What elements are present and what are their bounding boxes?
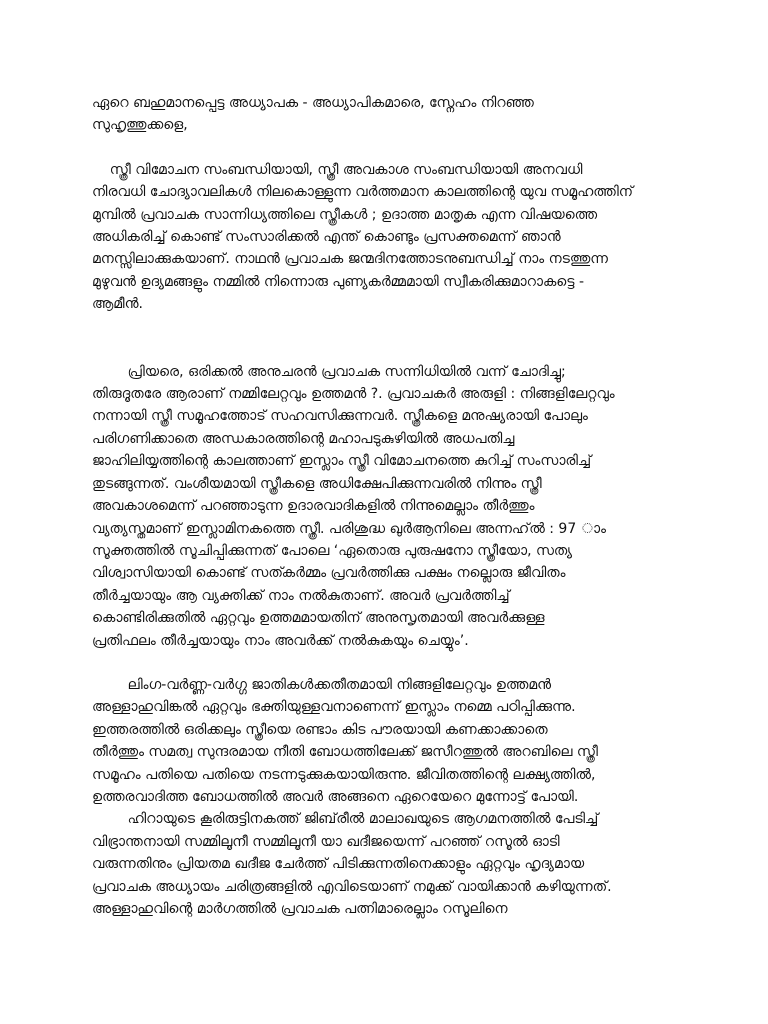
text-line: അള്ളാഹുവിങ്കൽ ഏറ്റവും ഭക്തിയുള്ളവനാണെന്ന് ഇസ്ലാം നമ്മെ പഠിപ്പിക്കുന്നു. [92, 699, 576, 716]
paragraph-introduction [92, 159, 706, 316]
text-line: പ്രിയരെ, ഒരിക്കൽ അനുചരൻ പ്രവാചക സന്നിധിയിൽ വന്ന് ചോദിച്ചു; [92, 363, 566, 380]
text-line: പ്രതിഫലം തീർച്ചയായും നാം അവർക്ക് നൽകുകയും ചെയ്യും’. [92, 632, 469, 649]
text-line: തുടങ്ങുന്നത്. വംശീയമായി സ്ത്രീകളെ അധിക്ഷേപിക്കുന്നവരിൽ നിന്നും സ്ത്രീ [92, 475, 542, 492]
text-line: ഇത്തരത്തിൽ ഒരിക്കലും സ്ത്രീയെ രണ്ടാം കിട പൗരയായി കണക്കാക്കാതെ [92, 721, 548, 738]
text-line: നിരവധി ചോദ്യാവലികൾ നിലകൊള്ളുന്ന വർത്തമാന കാലത്തിന്റെ യുവ സമൂഹത്തിന് [92, 184, 634, 201]
text-line: ഏറെ ബഹുമാനപ്പെട്ട അധ്യാപക - അധ്യാപികമാരെ, സ്നേഹം നിറഞ്ഞ [92, 95, 534, 111]
text-line: സുഹൃത്തുക്കളെ, [92, 117, 188, 134]
text-line: മനസ്സിലാക്കുകയാണ്. നാഥൻ പ്രവാചക ജന്മദിനത്തോടനുബന്ധിച്ച് നാം നടത്തുന്ന [92, 251, 608, 268]
text-line: അവകാശമെന്ന് പറഞ്ഞാടുന്ന ഉദാരവാദികളിൽ നിന്നുമെല്ലാം തീർത്തും [92, 498, 535, 515]
paragraph-hadith [92, 361, 706, 652]
text-line: അള്ളാഹുവിന്റെ മാർഗത്തിൽ പ്രവാചക പത്നിമാരെല്ലാം റസൂലിനെ [92, 901, 508, 917]
text-line: വിഭ്രാന്തനായി സമ്മിലൂനീ സമ്മിലൂനീ യാ ഖദീജയെന്ന് പറഞ്ഞ് റസൂൽ ഓടി [92, 833, 560, 850]
text-line: പ്രവാചക അധ്യായം ചരിത്രങ്ങളിൽ എവിടെയാണ് നമുക്ക് വായിക്കാൻ കഴിയുന്നത്. [92, 878, 612, 895]
text-line: ഹിറായുടെ കൂരിരുട്ടിനകത്ത് ജിബ്‌രീൽ മാലാഖയുടെ ആഗമനത്തിൽ പേടിച്ച് [92, 811, 599, 828]
text-line: ഉത്തരവാദിത്ത ബോധത്തിൽ അവർ അങ്ങനെ ഏറെയേറെ മുന്നോട്ട് പോയി. [92, 788, 579, 805]
text-line: ആമീൻ. [92, 296, 143, 313]
paragraph-equality [92, 674, 706, 920]
text-line: കൊണ്ടിരിക്കുതിൽ ഏറ്റവും ഉത്തമമായതിന് അനുസൃതമായി അവർക്കുള്ള [92, 610, 545, 627]
salutation [92, 92, 706, 137]
text-line: ജാഹിലിയ്യത്തിന്റെ കാലത്താണ് ഇസ്ലാം സ്ത്രീ വിമോചനത്തെ കുറിച്ച് സംസാരിച്ച് [92, 453, 592, 470]
paragraph-gap [92, 137, 706, 159]
text-line: വ്യത്യസ്തമാണ് ഇസ്ലാമിനകത്തെ സ്ത്രീ. പരിശുദ്ധ ഖുർആനിലെ അന്നഹ്ൽ : 97 ാം [92, 520, 606, 537]
paragraph-gap [92, 316, 706, 361]
text-line: ലിംഗ-വർണ്ണ-വർഗ്ഗ ജാതികൾക്കതീതമായി നിങ്ങളിലേറ്റവും ഉത്തമൻ [92, 676, 552, 693]
text-line: സ്ത്രീ വിമോചന സംബന്ധിയായി, സ്ത്രീ അവകാശ സംബന്ധിയായി അനവധി [92, 161, 583, 178]
text-line: സൂക്തത്തിൽ സൂചിപ്പിക്കുന്നത് പോലെ ‘ഏതൊരു പുരുഷനോ സ്ത്രീയോ, സത്യ [92, 542, 572, 559]
paragraph-gap [92, 652, 706, 674]
text-line: തീർത്തും സമത്വ സുന്ദരമായ നീതി ബോധത്തിലേക്ക് ജസീറത്തുൽ അറബിലെ സ്ത്രീ [92, 744, 598, 761]
text-line: മുഴുവൻ ഉദ്യമങ്ങളും നമ്മിൽ നിന്നൊരു പുണ്യകർമ്മമായി സ്വീകരിക്കുമാറാകട്ടെ - [92, 273, 585, 290]
text-line: പരിഗണിക്കാതെ അന്ധകാരത്തിന്റെ മഹാപടുകുഴിയിൽ അധപതിച്ച [92, 430, 515, 447]
text-line: തിരുദൂതരേ ആരാണ് നമ്മിലേറ്റവും ഉത്തമൻ ?. പ്രവാചകർ അരുളി : നിങ്ങളിലേറ്റവും [92, 386, 615, 403]
text-line: നന്നായി സ്ത്രീ സമൂഹത്തോട് സഹവസിക്കുന്നവർ. സ്ത്രീകളെ മനുഷ്യരായി പോലും [92, 408, 588, 425]
text-line: മുമ്പിൽ പ്രവാചക സാന്നിധ്യത്തിലെ സ്ത്രീകൾ ; ഉദാത്ത മാതൃക എന്ന വിഷയത്തെ [92, 206, 598, 223]
text-line: സമൂഹം പതിയെ പതിയെ നടന്നടുക്കുകയായിരുന്നു. ജീവിതത്തിന്റെ ലക്ഷ്യത്തിൽ, [92, 766, 596, 783]
text-line: വരുന്നതിനും പ്രിയതമ ഖദീജ ചേർത്ത് പിടിക്കുന്നതിനെക്കാളും ഏറ്റവും ഹൃദ്യമായ [92, 856, 585, 873]
text-line: തീർച്ചയായും ആ വ്യക്തിക്ക് നാം നൽകുതാണ്. അവർ പ്രവർത്തിച്ച് [92, 587, 510, 604]
text-line: അധികരിച്ച് കൊണ്ട് സംസാരിക്കൽ എന്ത് കൊണ്ടും പ്രസക്തമെന്ന് ഞാൻ [92, 229, 561, 246]
text-line: വിശ്വാസിയായി കൊണ്ട് സത്കർമ്മം പ്രവർത്തിക്കു പക്ഷം നല്ലൊരു ജീവിതം [92, 565, 566, 582]
